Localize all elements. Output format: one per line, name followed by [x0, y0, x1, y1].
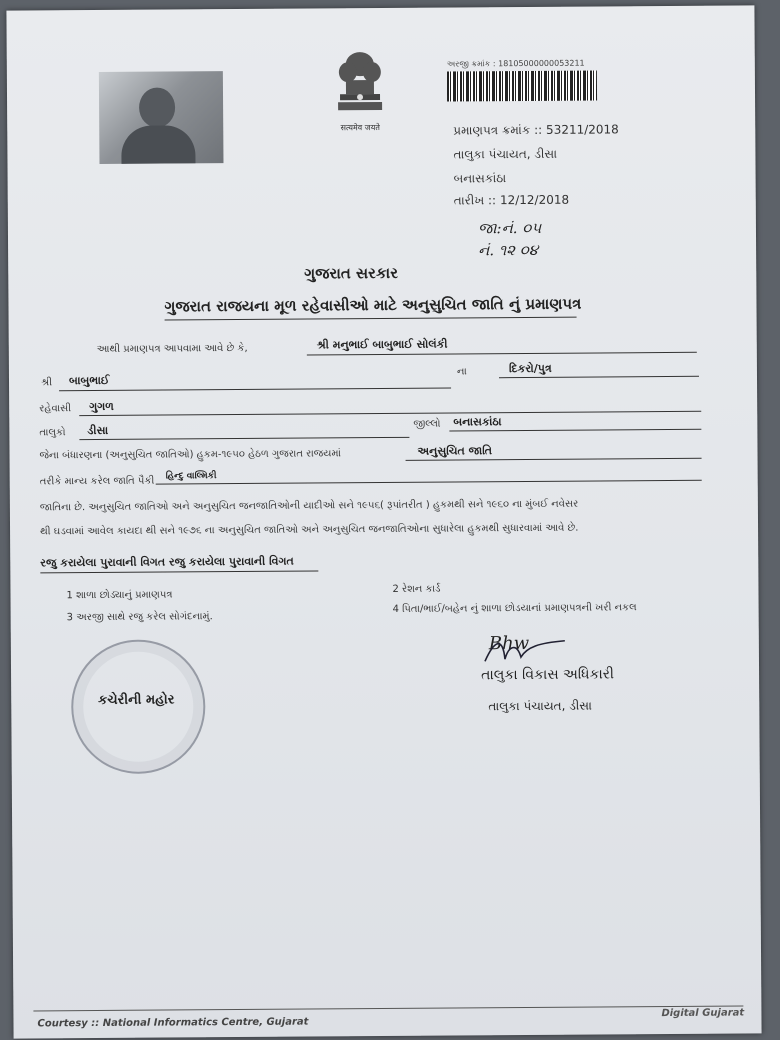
date-sep: ::	[487, 193, 497, 208]
evidence-item-1: 1 શાળા છોડ્યાનું પ્રમાણપત્ર	[66, 589, 173, 602]
signature-scribble: Bhw	[488, 632, 530, 655]
evidence-item-2: 2 રેશન કાર્ડ	[392, 583, 441, 595]
state-emblem	[325, 50, 396, 133]
photo-head-shape	[139, 87, 175, 127]
holder-name: શ્રી મનુભાઈ બાબુભાઈ સોલંકી	[316, 337, 448, 352]
paragraph-line-1: જાતિના છે. અનુસુચિત જાતિઓ અને અનુસુચિત જનજાતિઓની યાદીઓ સને ૧૯૫૬( રૂપાંતરીત ) હુકમથી સને ૧૯૬૦ ના મુંબઈ નવેસર	[39, 498, 579, 514]
application-number: અરજી ક્રમાંક : 18105000000053211	[446, 58, 585, 69]
certificate-number: 53211/2018	[545, 122, 619, 137]
evidence-heading-underline	[40, 570, 318, 573]
relation-line	[499, 376, 699, 378]
relation-label: ના	[456, 366, 467, 378]
evidence-item-4: 4 પિતા/ભાઈ/બહેન નું શાળા છોડયાનાં પ્રમાણપત્રની ખરી નકલ	[392, 602, 637, 615]
certificate-title: ગુજરાત રાજયના મૂળ રહેવાસીઓ માટે અનુસુચિત જાતિ નું પ્રમાણપત્ર	[164, 294, 582, 316]
certificate-number-row	[453, 122, 619, 138]
taluka-label: તાલુકો	[39, 427, 66, 439]
certificate-page	[6, 5, 761, 1038]
government-title: ગુજરાત સરકાર	[304, 263, 398, 283]
date-label: તારીખ	[453, 193, 485, 208]
constitution-label: જેના બંધારણના (અનુસુચિત જાતિઓ) હુકમ-૧૯૫૦ હેઠળ ગુજરાત રાજયમાં	[39, 448, 341, 462]
office-district: બનાસકાંઠા	[453, 171, 507, 186]
intro-label: આથી પ્રમાણપત્ર આપવામા આવે છે કે,	[96, 342, 248, 356]
district: બનાસકાંઠા	[453, 415, 502, 429]
footer-brand: Digital Gujarat	[661, 1007, 745, 1020]
signatory-title: તાલુકા વિકાસ અધિકારી	[481, 666, 615, 684]
relation: દિકરો/પુત્ર	[508, 361, 552, 376]
caste-line	[156, 480, 702, 485]
office-name: તાલુકા પંચાયત, ડીસા	[453, 146, 558, 162]
caste: હિન્દુ વાલ્મિકી	[165, 471, 217, 482]
village: ગુગળ	[89, 399, 114, 414]
evidence-item-3: 3 અરજી સાથે રજુ કરેલ સોગંદનામું.	[66, 611, 213, 624]
certificate-number-sep: ::	[534, 122, 543, 137]
father-line	[59, 388, 451, 392]
recognized-label: તરીકે માન્ય કરેલ જાતિ પૈકી	[39, 475, 155, 488]
footer-courtesy: Courtesy :: National Informatics Centre, Gujarat	[37, 1016, 309, 1030]
lion-capital-icon	[332, 50, 388, 120]
signature-stroke-icon	[481, 633, 571, 670]
paragraph-line-2: થી ઘડવામાં આવેલ કાયદા થી સને ૧૯૭૬ ના અનુસુચિત જાતિઓ અને અનુસુચિત જનજાતિઓના સુધારેલા હુકમથી સુધારવામાં આવે છે.	[40, 522, 579, 538]
emblem-motto: सत्यमेव जयते	[340, 123, 380, 133]
issue-date: 12/12/2018	[499, 192, 570, 208]
village-line	[79, 411, 701, 416]
barcode	[447, 71, 597, 102]
taluka-line	[79, 437, 409, 440]
footer-rule	[33, 1006, 743, 1012]
photo-body-shape	[121, 125, 195, 164]
title-underline	[165, 317, 577, 321]
date-row	[454, 193, 569, 209]
office-seal-label: કચેરીની મહોર	[98, 692, 175, 709]
father-name: બાબુભાઈ	[68, 373, 110, 388]
signatory-office: તાલુકા પંચાયત, ડીસા	[488, 698, 592, 714]
taluka: ડીસા	[87, 423, 109, 438]
father-prefix-label: શ્રી	[40, 377, 53, 389]
certificate-number-label: પ્રમાણપત્ર ક્રમાંક	[453, 122, 531, 138]
name-line	[307, 352, 697, 356]
applicant-photo	[99, 71, 224, 164]
resident-label: રહેવાસી	[39, 403, 72, 415]
evidence-heading: રજુ કરાયેલા પુરાવાની વિગત રજુ કરાયેલા પુરાવાની વિગત	[40, 554, 294, 570]
handwritten-note-2: નં. ૧૨ ૦૪	[478, 240, 539, 260]
handwritten-note-1: જા:નં. ૦૫	[477, 218, 542, 238]
district-label: જીલ્લો	[413, 418, 441, 430]
category: અનુસુચિત જાતિ	[417, 444, 493, 458]
barcode-block	[447, 59, 597, 102]
